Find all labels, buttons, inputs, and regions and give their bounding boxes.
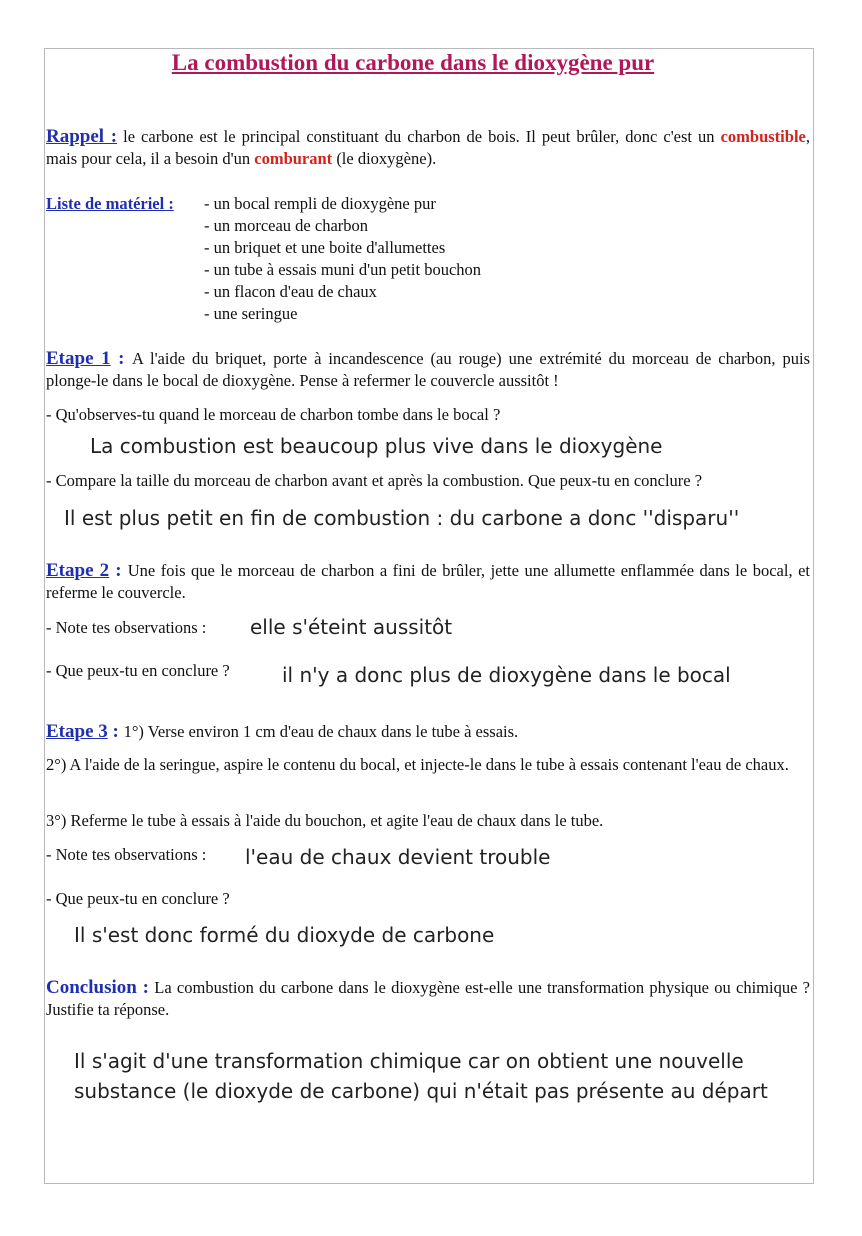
etape1-paragraph (46, 348, 810, 392)
materiel-list (204, 193, 481, 325)
conclusion-label: Conclusion : (46, 977, 150, 998)
rappel-paragraph (46, 126, 810, 170)
list-item: - un bocal rempli de dioxygène pur (204, 194, 436, 213)
list-item: - une seringue (204, 304, 298, 323)
etape3-answer-2: Il s'est donc formé du dioxyde de carbone (74, 923, 495, 947)
conclusion-paragraph (46, 977, 810, 1021)
comburant-term: comburant (254, 149, 333, 168)
rappel-text-2: , mais pour cela, il a besoin d'un (46, 127, 810, 168)
rappel-label: Rappel : (46, 126, 118, 147)
etape2-text: Une fois que le morceau de charbon a fini de brûler, jette une allumette enflammée dans le bocal, et referme le couvercle. (46, 561, 810, 602)
conclusion-answer-line-1: Il s'agit d'une transformation chimique car on obtient une nouvelle (74, 1049, 744, 1073)
etape1-label: Etape 1 (46, 348, 111, 369)
etape2-label: Etape 2 (46, 560, 110, 581)
page-title: La combustion du carbone dans le dioxygène pur (171, 50, 655, 75)
etape2-question-2: - Que peux-tu en conclure ? (46, 661, 230, 680)
etape2-colon: : (109, 560, 128, 581)
etape3-question-1: - Note tes observations : (46, 845, 207, 864)
etape1-colon: : (110, 348, 133, 369)
conclusion-question: La combustion du carbone dans le dioxygène est-elle une transformation physique ou chimique ? Justifie ta réponse. (46, 978, 810, 1019)
etape3-step-2: 2°) A l'aide de la seringue, aspire le contenu du bocal, et injecte-le dans le tube à essais contenant l'eau de chaux. (46, 755, 789, 774)
list-item: - un flacon d'eau de chaux (204, 282, 377, 301)
conclusion-answer-line-2: substance (le dioxyde de carbone) qui n'était pas présente au départ (74, 1079, 768, 1103)
rappel-text-3: (le dioxygène). (332, 149, 437, 168)
etape3-step-1: 1°) Verse environ 1 cm d'eau de chaux dans le tube à essais. (123, 722, 519, 741)
etape3-question-2: - Que peux-tu en conclure ? (46, 889, 230, 908)
list-item: - un briquet et une boite d'allumettes (204, 238, 446, 257)
etape2-paragraph (46, 560, 810, 604)
etape1-text: A l'aide du briquet, porte à incandescence (au rouge) une extrémité du morceau de charbon, puis plonge-le dans le bocal de dioxygène. Pense à refermer le couvercle aussitôt ! (46, 349, 811, 390)
list-item: - un morceau de charbon (204, 216, 369, 235)
etape3-answer-1: l'eau de chaux devient trouble (245, 845, 551, 869)
etape3-step-3: 3°) Referme le tube à essais à l'aide du bouchon, et agite l'eau de chaux dans le tube. (46, 811, 604, 830)
materiel-label: Liste de matériel : (46, 194, 174, 213)
etape2-answer-1: elle s'éteint aussitôt (250, 615, 453, 639)
etape2-question-1: - Note tes observations : (46, 618, 207, 637)
rappel-text-1: le carbone est le principal constituant du charbon de bois. Il peut brûler, donc c'est un (117, 127, 721, 146)
combustible-term: combustible (720, 127, 806, 146)
etape1-question-2: - Compare la taille du morceau de charbon avant et après la combustion. Que peux-tu en conclure ? (46, 471, 703, 490)
etape3-paragraph (46, 721, 810, 743)
etape2-answer-2: il n'y a donc plus de dioxygène dans le bocal (282, 663, 731, 687)
list-item: - un tube à essais muni d'un petit bouchon (204, 260, 482, 279)
etape1-answer-1: La combustion est beaucoup plus vive dans le dioxygène (90, 434, 663, 458)
etape1-question-1: - Qu'observes-tu quand le morceau de charbon tombe dans le bocal ? (46, 405, 501, 424)
etape3-colon: : (107, 721, 124, 742)
etape1-answer-2: Il est plus petit en fin de combustion : du carbone a donc ''disparu'' (64, 506, 740, 530)
etape3-label: Etape 3 (46, 721, 108, 742)
